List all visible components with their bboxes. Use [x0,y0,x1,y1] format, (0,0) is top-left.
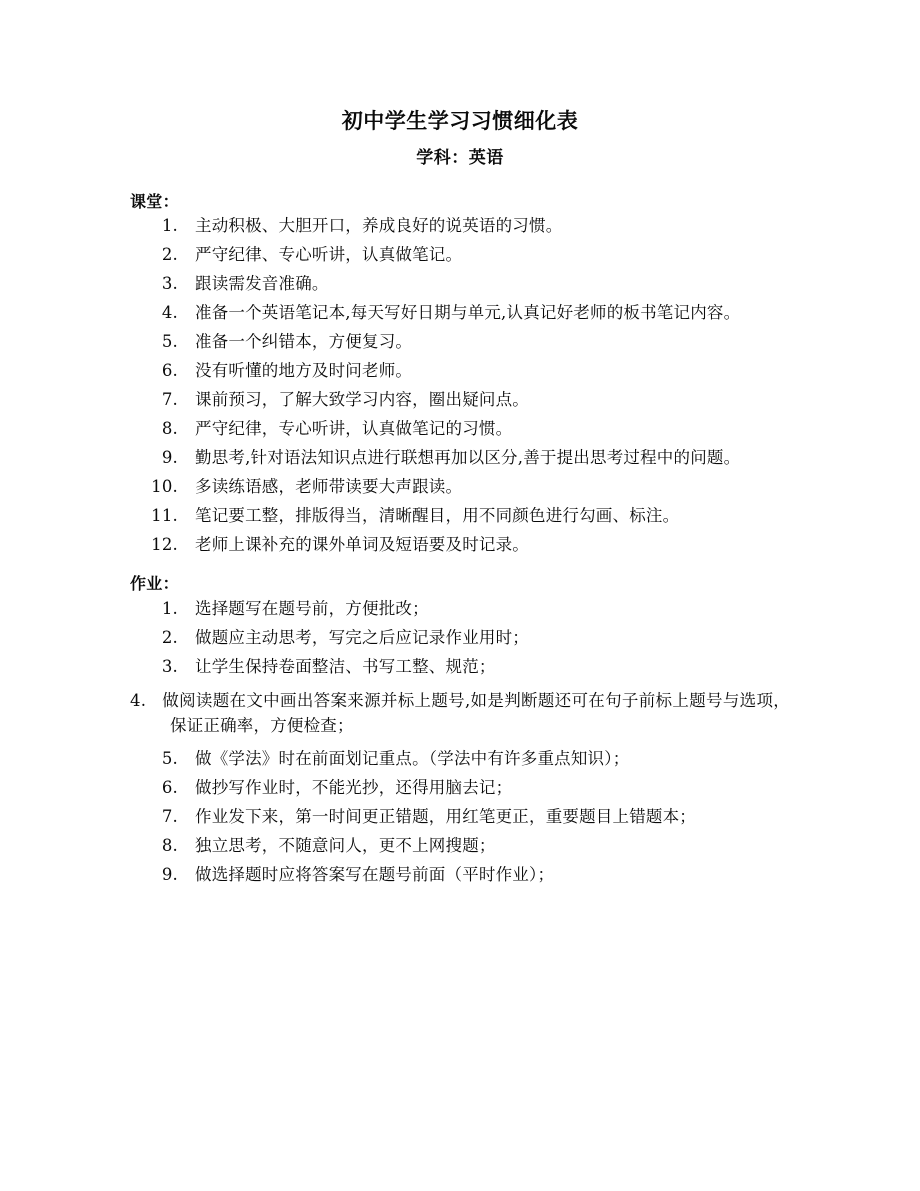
list-item-text: 让学生保持卷面整洁、书写工整、规范； [195,656,496,676]
list-item-number: 6. [161,361,178,381]
list-item [130,748,790,768]
list-item-text: 准备一个纠错本，方便复习。 [195,332,413,352]
list-item-text: 做选择题时应将答案写在题号前面（平时作业）； [195,864,555,884]
list-item-text: 做题应主动思考，写完之后应记录作业用时； [195,627,529,647]
list-item [130,218,790,235]
list-item [130,276,790,293]
list-item-number: 4. [161,303,178,323]
list-item-text: 严守纪律、专心听讲，认真做笔记。 [195,245,463,265]
list-item-text: 选择题写在题号前，方便批改； [195,598,429,618]
list-item-text: 做抄写作业时，不能光抄，还得用脑去记； [195,777,513,797]
list-item [130,392,790,409]
numbered-list [130,598,790,884]
list-item-text: 没有听懂的地方及时问老师。 [195,361,413,381]
list-item-number: 1. [161,598,178,618]
list-item-number: 2. [161,627,178,647]
list-item-number: 7. [161,806,178,826]
list-item [130,247,790,264]
list-item-number: 2. [161,245,178,265]
list-item-number: 8. [161,419,178,439]
page-subtitle: 学科：英语 [416,148,504,169]
numbered-list [130,218,790,554]
list-item-text: 勤思考,针对语法知识点进行联想再加以区分,善于提出思考过程中的问题。 [195,448,741,468]
list-item [130,450,790,467]
list-item-text: 做《学法》时在前面划记重点。（学法中有许多重点知识）； [195,748,630,768]
title-block [130,0,790,170]
section [130,574,790,883]
list-item [130,627,790,647]
list-item [130,835,790,855]
list-item-text: 主动积极、大胆开口，养成良好的说英语的习惯。 [195,216,563,236]
list-item-number: 4. [130,690,147,710]
list-item-text: 课前预习，了解大致学习内容，圈出疑问点。 [195,390,529,410]
list-item [130,864,790,884]
list-item-number: 3. [161,656,178,676]
list-item-number: 9. [161,864,178,884]
list-item [130,334,790,351]
list-item-number: 11. [151,506,178,526]
list-item-text: 跟读需发音准确。 [195,274,329,294]
list-item [130,688,790,739]
list-item-number: 8. [161,835,178,855]
list-item-text: 准备一个英语笔记本,每天写好日期与单元,认真记好老师的板书笔记内容。 [195,303,741,323]
page-title: 初中学生学习习惯细化表 [341,108,579,133]
list-item-text: 笔记要工整，排版得当，清晰醒目，用不同颜色进行勾画、标注。 [195,506,680,526]
section-heading: 作业： [130,573,179,593]
list-item [130,305,790,322]
list-item [130,598,790,618]
list-item-text: 严守纪律，专心听讲，认真做笔记的习惯。 [195,419,513,439]
list-item-text: 多读练语感，老师带读要大声跟读。 [195,477,463,497]
list-item [130,421,790,438]
list-item-text: 作业发下来，第一时间更正错题，用红笔更正，重要题目上错题本； [195,806,696,826]
list-item-number: 5. [161,748,178,768]
list-item-number: 7. [161,390,178,410]
list-item [130,806,790,826]
list-item [130,508,790,525]
list-item-number: 3. [161,274,178,294]
list-item [130,656,790,676]
list-item-number: 1. [161,216,178,236]
list-item-number: 12. [151,535,178,555]
list-item-text: 老师上课补充的课外单词及短语要及时记录。 [195,535,529,555]
list-item-text: 做阅读题在文中画出答案来源并标上题号,如是判断题还可在句子前标上题号与选项，保证正确率，方便检查； [162,690,790,736]
list-item [130,537,790,554]
list-item-number: 9. [161,448,178,468]
list-item-number: 10. [151,477,178,497]
section-heading: 课堂： [130,191,179,211]
list-item [130,363,790,380]
sections-container [130,192,790,884]
section [130,192,790,554]
list-item-number: 6. [161,777,178,797]
list-item [130,777,790,797]
list-item [130,479,790,496]
list-item-number: 5. [161,332,178,352]
list-item-text: 独立思考，不随意问人，更不上网搜题； [195,835,496,855]
